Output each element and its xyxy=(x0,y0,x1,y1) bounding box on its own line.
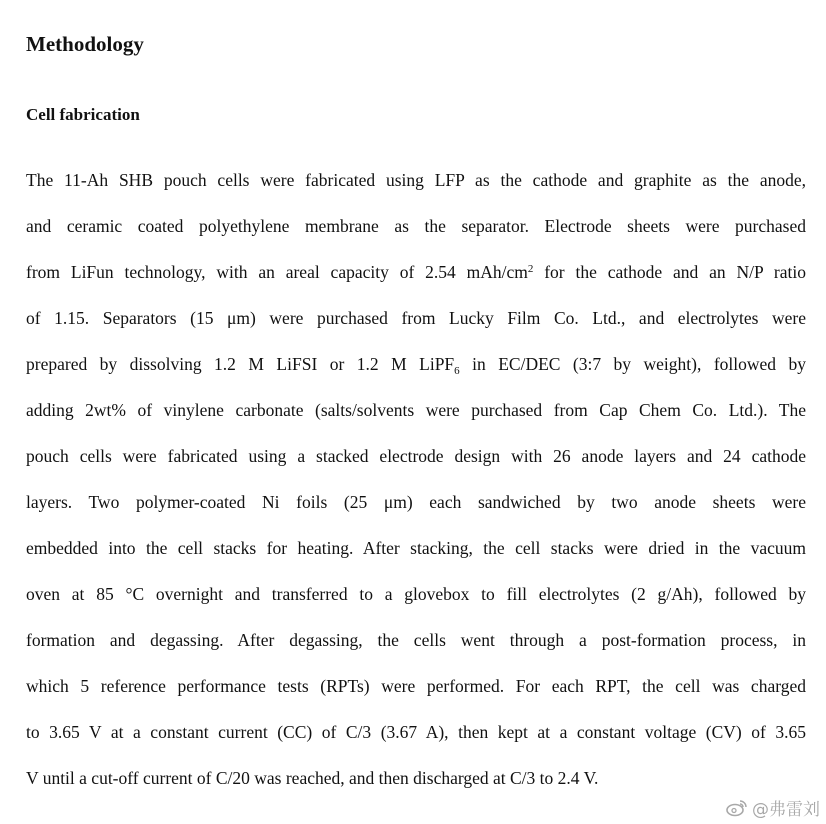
watermark xyxy=(726,795,820,820)
text-line xyxy=(26,203,806,249)
text-run: of 1.15. Separators (15 μm) were purchased from Lucky Film Co. Ltd., and electrolytes were xyxy=(26,308,806,328)
text-line xyxy=(26,157,806,203)
text-line xyxy=(26,709,806,755)
text-run: pouch cells were fabricated using a stacked electrode design with 26 anode layers and 24 cathode xyxy=(26,446,806,466)
text-run: for the cathode and an N/P ratio xyxy=(533,262,806,282)
body-paragraph xyxy=(26,157,806,801)
text-run: layers. Two polymer-coated Ni foils (25 μm) each sandwiched by two anode sheets were xyxy=(26,492,806,512)
subsection-title: Cell fabrication xyxy=(26,105,140,124)
section-title: Methodology xyxy=(26,32,144,56)
superscript: 2 xyxy=(527,263,534,275)
weibo-icon xyxy=(726,799,748,817)
text-run: oven at 85 °C overnight and transferred to a glovebox to fill electrolytes (2 g/Ah), followed by xyxy=(26,584,806,604)
text-run: embedded into the cell stacks for heating. After stacking, the cell stacks were dried in the vacuum xyxy=(26,538,806,558)
text-run: The 11-Ah SHB pouch cells were fabricated using LFP as the cathode and graphite as the anode, xyxy=(26,170,806,190)
text-run: formation and degassing. After degassing, the cells went through a post-formation process, in xyxy=(26,630,806,650)
text-line xyxy=(26,663,806,709)
text-line xyxy=(26,341,806,387)
text-run: in EC/DEC (3:7 by weight), followed by xyxy=(459,354,806,374)
text-run: and ceramic coated polyethylene membrane as the separator. Electrode sheets were purchased xyxy=(26,216,806,236)
text-line xyxy=(26,295,806,341)
text-line xyxy=(26,433,806,479)
text-line xyxy=(26,249,806,295)
text-line xyxy=(26,617,806,663)
text-line xyxy=(26,755,806,801)
text-run: which 5 reference performance tests (RPTs) were performed. For each RPT, the cell was charged xyxy=(26,676,806,696)
subscript: 6 xyxy=(454,365,460,377)
text-line xyxy=(26,479,806,525)
text-run: adding 2wt% of vinylene carbonate (salts/solvents were purchased from Cap Chem Co. Ltd.). The xyxy=(26,400,806,420)
text-line xyxy=(26,571,806,617)
text-run: from LiFun technology, with an areal capacity of 2.54 mAh/cm xyxy=(26,262,528,282)
text-run: V until a cut-off current of C/20 was reached, and then discharged at C/3 to 2.4 V. xyxy=(26,768,599,788)
text-line xyxy=(26,525,806,571)
text-line xyxy=(26,387,806,433)
text-run: prepared by dissolving 1.2 M LiFSI or 1.2 M LiPF xyxy=(26,354,455,374)
watermark-text: @弗雷刘 xyxy=(752,800,820,820)
text-run: to 3.65 V at a constant current (CC) of C/3 (3.67 A), then kept at a constant voltage (CV) of 3.65 xyxy=(26,722,806,742)
